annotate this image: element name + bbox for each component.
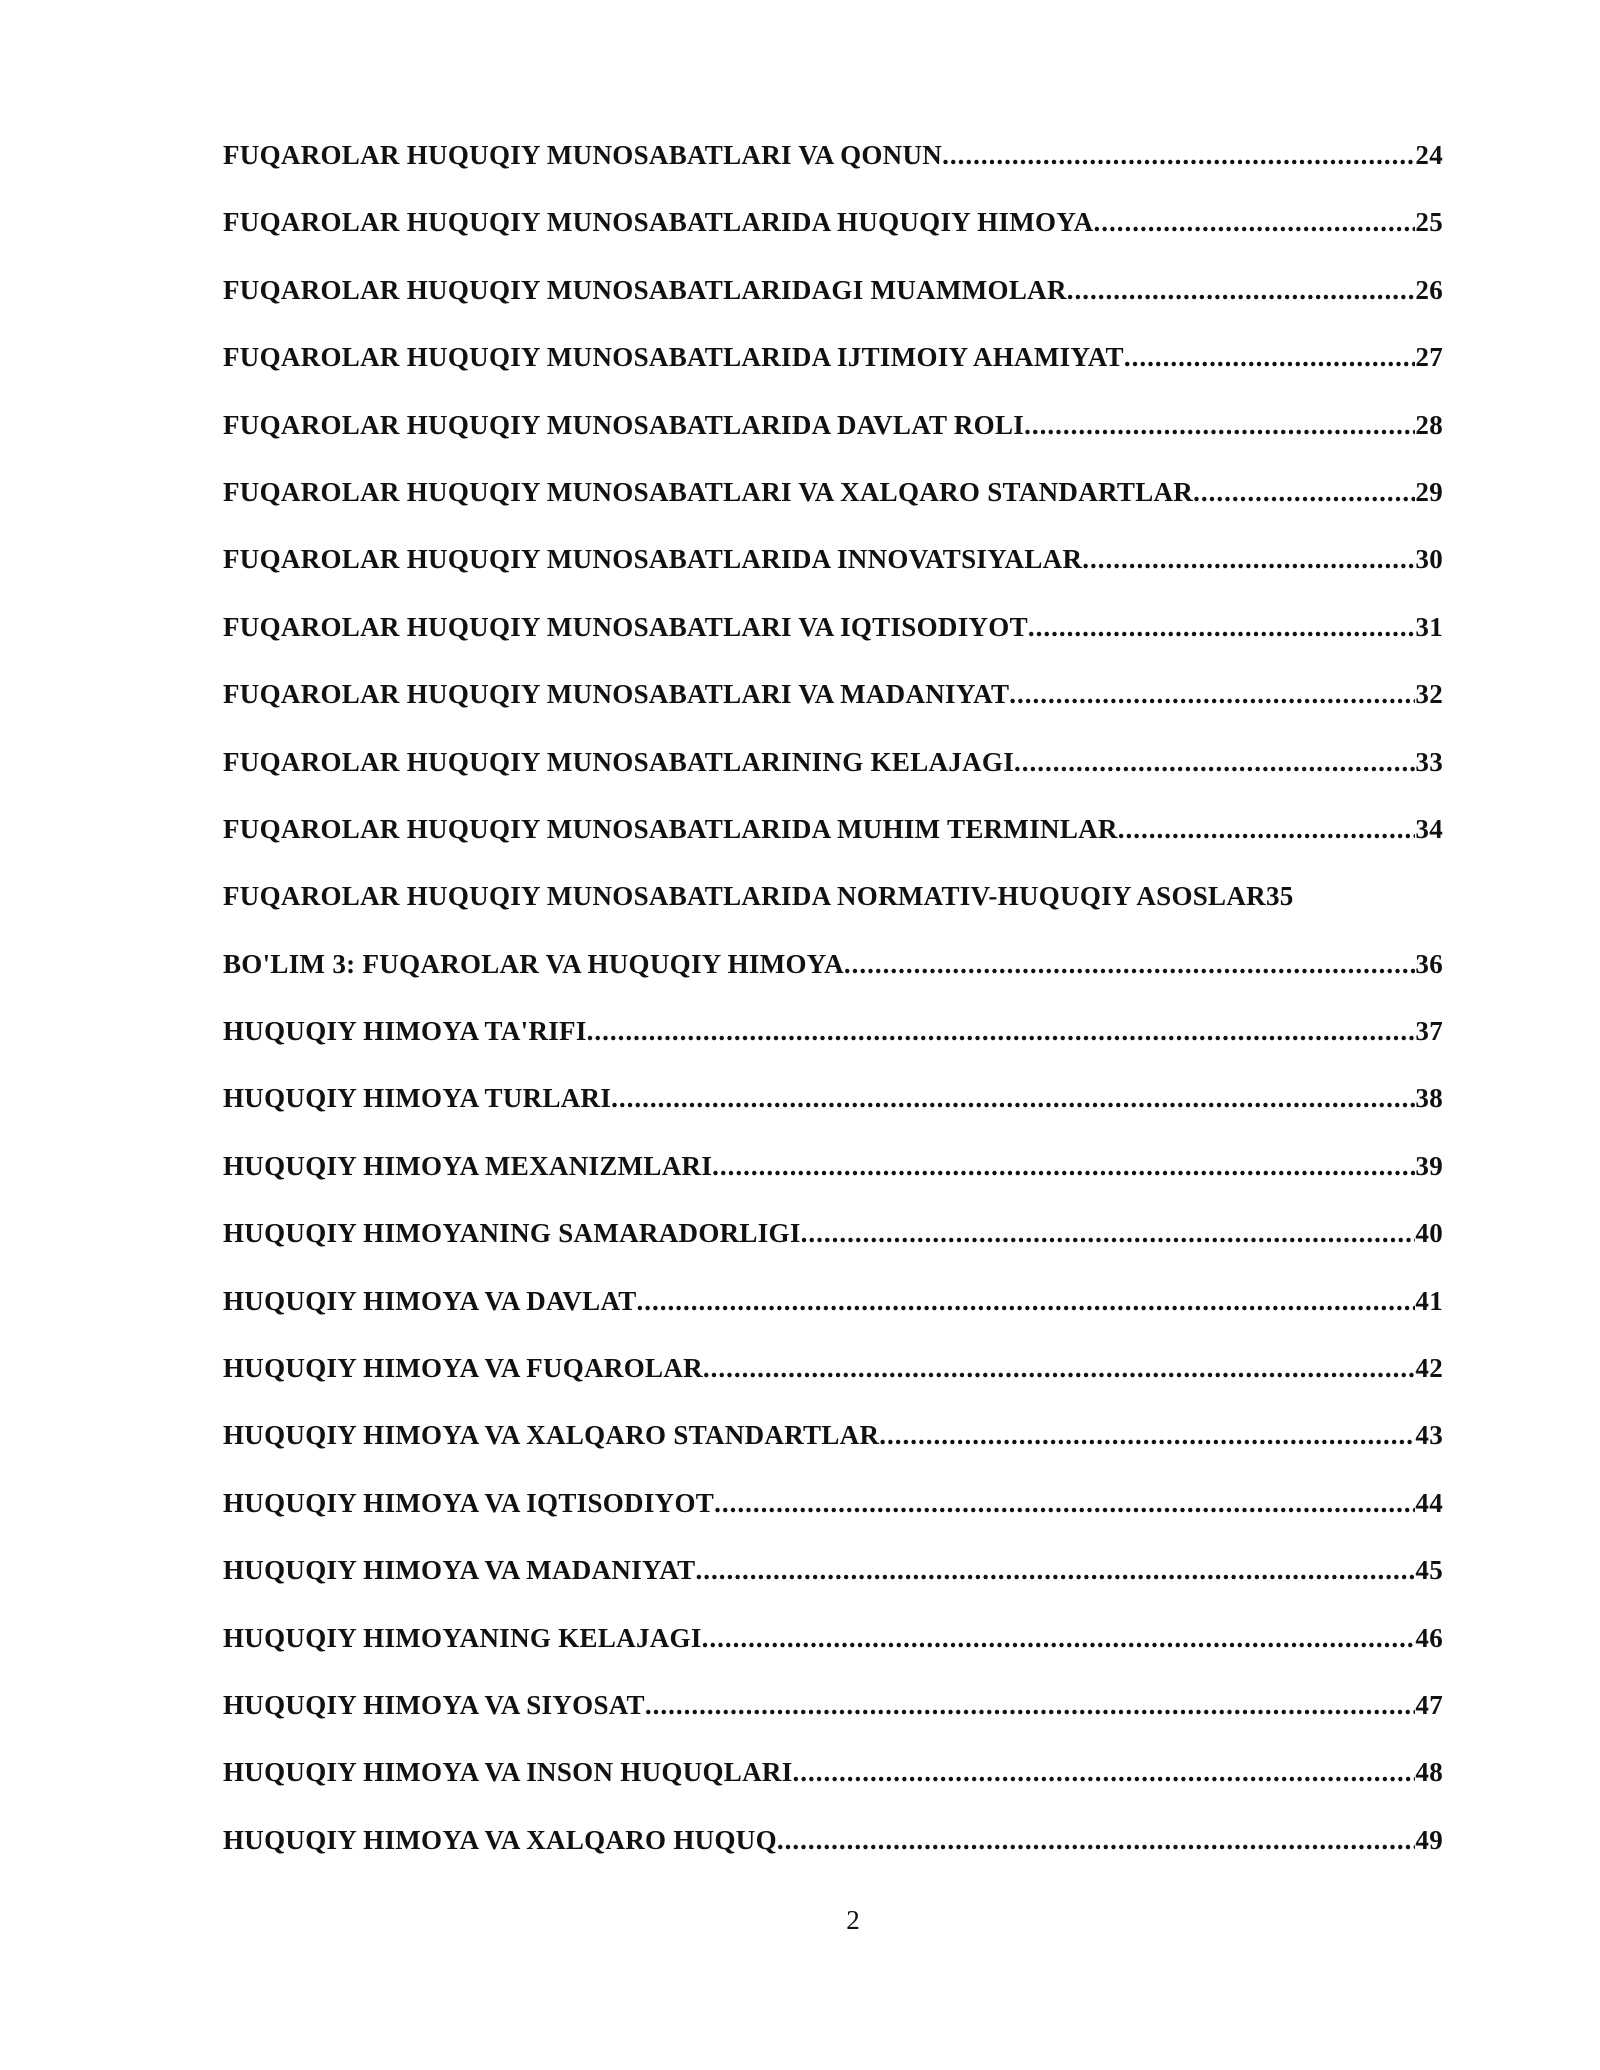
toc-dot-leader [942,140,1415,171]
toc-entry[interactable] [223,747,1443,814]
toc-entry-title: FUQAROLAR HUQUQIY MUNOSABATLARIDA INNOVATSIYALAR [223,544,1083,575]
toc-entry[interactable] [223,207,1443,274]
toc-entry-page: 43 [1415,1420,1443,1451]
toc-entry-title: HUQUQIY HIMOYANING KELAJAGI [223,1622,702,1653]
toc-entry[interactable] [223,342,1443,409]
toc-entry[interactable] [223,140,1443,207]
toc-entry-page: 26 [1415,274,1443,305]
toc-dot-leader [1028,612,1415,643]
toc-entry-title: HUQUQIY HIMOYA VA MADANIYAT [223,1555,696,1586]
toc-entry-page: 29 [1415,476,1443,507]
toc-entry-page: 41 [1415,1285,1443,1316]
toc-entry[interactable] [223,881,1443,948]
toc-entry-title: FUQAROLAR HUQUQIY MUNOSABATLARI VA IQTISODIYOT [223,611,1028,642]
toc-dot-leader [695,1555,1415,1586]
toc-dot-leader [702,1623,1416,1654]
toc-dot-leader [1193,477,1415,508]
toc-entry-page: 46 [1415,1622,1443,1653]
toc-dot-leader [801,1218,1416,1249]
toc-entry-page: 44 [1415,1487,1443,1518]
toc-entry[interactable] [223,544,1443,611]
toc-entry-page: 47 [1415,1689,1443,1720]
toc-entry[interactable] [223,1083,1443,1150]
toc-entry-page: 48 [1415,1757,1443,1788]
toc-entry-title: HUQUQIY HIMOYA VA INSON HUQUQLARI [223,1757,793,1788]
toc-entry-title: HUQUQIY HIMOYANING SAMARADORLIGI [223,1218,801,1249]
toc-entry[interactable] [223,410,1443,477]
toc-entry-title: FUQAROLAR HUQUQIY MUNOSABATLARIDAGI MUAMMOLAR [223,274,1067,305]
toc-entry-page: 31 [1415,611,1443,642]
toc-entry[interactable] [223,1218,1443,1285]
toc-entry[interactable] [223,275,1443,342]
toc-entry[interactable] [223,1353,1443,1420]
toc-entry-title: HUQUQIY HIMOYA VA SIYOSAT [223,1689,645,1720]
toc-entry-title: FUQAROLAR HUQUQIY MUNOSABATLARIDA HUQUQIY HIMOYA [223,207,1094,238]
toc-entry-title: FUQAROLAR HUQUQIY MUNOSABATLARI VA QONUN [223,140,943,170]
toc-entry-page: 37 [1415,1016,1443,1047]
toc-entry-page: 39 [1415,1150,1443,1181]
toc-entry-page: 35 [1265,881,1294,912]
toc-entry-title: FUQAROLAR HUQUQIY MUNOSABATLARIDA DAVLAT ROLI [223,409,1025,440]
toc-dot-leader [879,1420,1415,1451]
toc-entry-title: HUQUQIY HIMOYA VA XALQARO STANDARTLAR [223,1420,880,1451]
toc-dot-leader [712,1151,1415,1182]
toc-dot-leader [793,1757,1416,1788]
toc-entry-page: 24 [1415,140,1443,170]
toc-entry[interactable] [223,1690,1443,1757]
toc-entry-title: HUQUQIY HIMOYA TURLARI [223,1083,612,1114]
toc-entry-page: 45 [1415,1555,1443,1586]
toc-dot-leader [703,1353,1415,1384]
toc-entry-title: FUQAROLAR HUQUQIY MUNOSABATLARIDA NORMATIV-HUQUQIY ASOSLAR [223,881,1266,912]
toc-dot-leader [637,1286,1416,1317]
toc-entry[interactable] [223,1825,1443,1892]
toc-entry[interactable] [223,1420,1443,1487]
toc-dot-leader [645,1690,1416,1721]
toc-entry[interactable] [223,1555,1443,1622]
toc-entry-title: HUQUQIY HIMOYA VA DAVLAT [223,1285,637,1316]
toc-entry[interactable] [223,814,1443,881]
toc-entry-page: 33 [1415,746,1443,777]
toc-dot-leader [777,1825,1416,1856]
toc-entry[interactable] [223,612,1443,679]
toc-entry-page: 25 [1415,207,1443,238]
toc-entry[interactable] [223,949,1443,1016]
toc-entry[interactable] [223,1757,1443,1824]
toc-entry-page: 49 [1415,1824,1443,1855]
toc-entry-title: FUQAROLAR HUQUQIY MUNOSABATLARIDA MUHIM TERMINLAR [223,813,1118,844]
toc-entry-title: HUQUQIY HIMOYA VA XALQARO HUQUQ [223,1824,777,1855]
toc-entry-page: 30 [1415,544,1443,575]
toc-dot-leader [1082,544,1415,575]
toc-entry[interactable] [223,1151,1443,1218]
toc-dot-leader [844,949,1415,980]
toc-entry-page: 27 [1415,342,1443,373]
toc-entry-page: 36 [1415,948,1443,979]
page-number: 2 [846,1905,860,1935]
toc-entry-title: HUQUQIY HIMOYA TA'RIFI [223,1016,587,1047]
toc-entry-title: FUQAROLAR HUQUQIY MUNOSABATLARI VA XALQARO STANDARTLAR [223,476,1194,507]
toc-entry[interactable] [223,1623,1443,1690]
toc-dot-leader [611,1083,1415,1114]
toc-dot-leader [1009,679,1415,710]
toc-entry-page: 34 [1415,813,1443,844]
toc-dot-leader [1067,275,1416,306]
toc-dot-leader [1118,814,1416,845]
toc-entry[interactable] [223,477,1443,544]
toc-dot-leader [1024,410,1415,441]
toc-dot-leader [587,1016,1416,1047]
toc-entry-page: 28 [1415,409,1443,440]
table-of-contents [223,140,1443,1892]
toc-dot-leader [1124,342,1416,373]
toc-entry-page: 32 [1415,679,1443,710]
toc-entry-page: 40 [1415,1218,1443,1249]
toc-entry-title: HUQUQIY HIMOYA VA FUQAROLAR [223,1353,703,1384]
toc-entry[interactable] [223,1488,1443,1555]
toc-entry[interactable] [223,1016,1443,1083]
toc-dot-leader [1093,207,1415,238]
toc-entry-title: FUQAROLAR HUQUQIY MUNOSABATLARINING KELAJAGI [223,746,1015,777]
toc-entry-title: BO'LIM 3: FUQAROLAR VA HUQUQIY HIMOYA [223,948,844,979]
toc-entry-page: 38 [1415,1083,1443,1114]
toc-dot-leader [714,1488,1415,1519]
toc-dot-leader [1014,747,1415,778]
toc-entry-title: FUQAROLAR HUQUQIY MUNOSABATLARI VA MADANIYAT [223,679,1010,710]
toc-entry[interactable] [223,679,1443,746]
toc-entry[interactable] [223,1286,1443,1353]
toc-entry-title: FUQAROLAR HUQUQIY MUNOSABATLARIDA IJTIMOIY AHAMIYAT [223,342,1124,373]
toc-entry-page: 42 [1415,1353,1443,1384]
toc-entry-title: HUQUQIY HIMOYA VA IQTISODIYOT [223,1487,715,1518]
toc-entry-title: HUQUQIY HIMOYA MEXANIZMLARI [223,1150,713,1181]
